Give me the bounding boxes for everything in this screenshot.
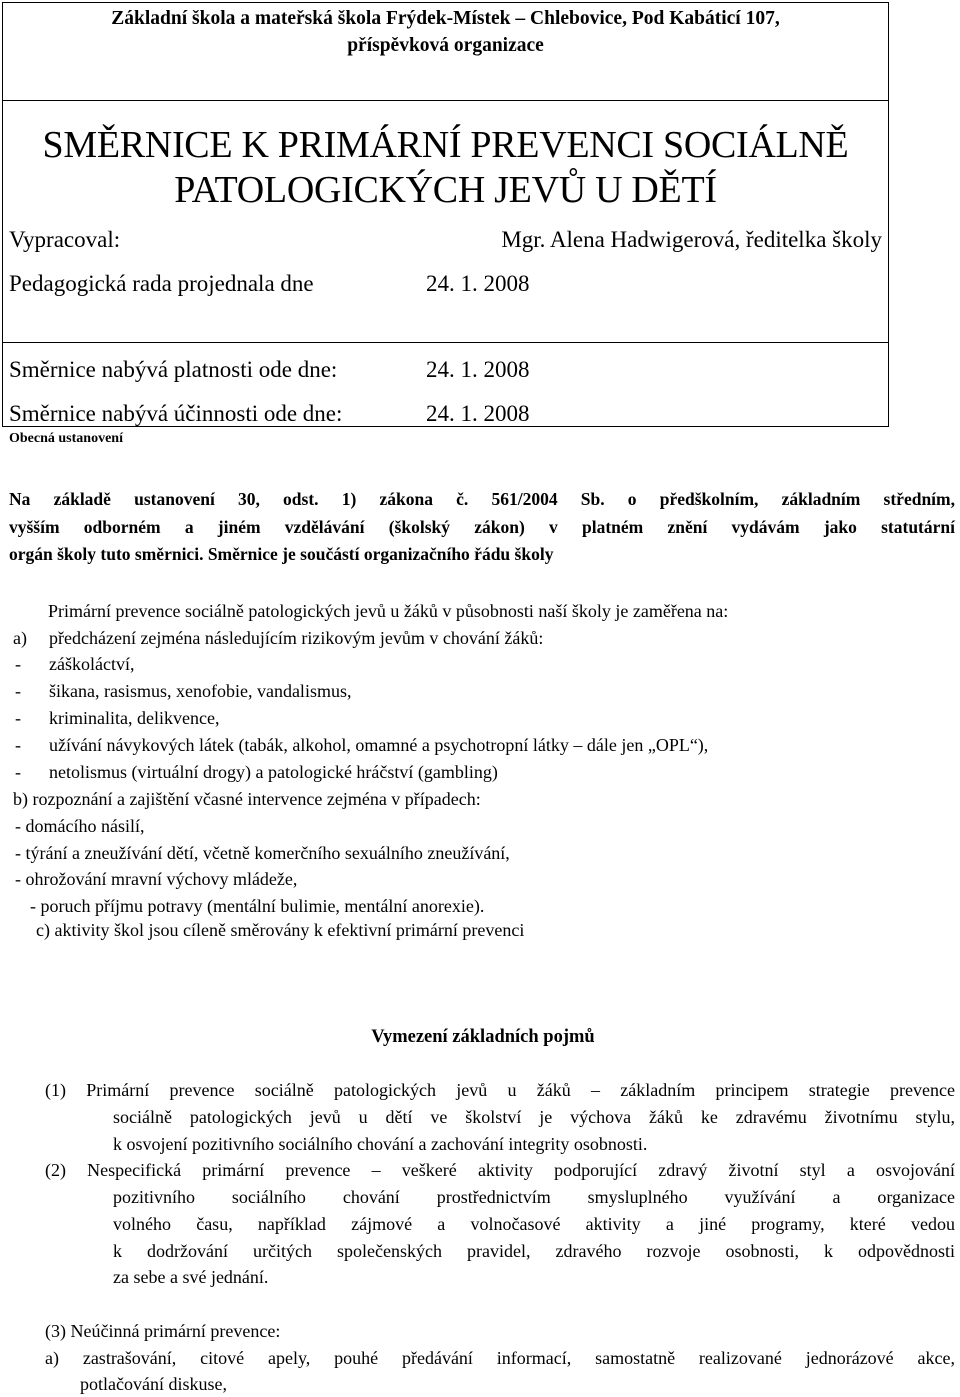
list-item: - ohrožování mravní výchovy mládeže, <box>15 869 298 889</box>
list-item: kriminalita, delikvence, <box>49 708 220 728</box>
definition-2-line1: (2) Nespecifická primární prevence – veškeré aktivity podporující zdravý životní styl a osvojování <box>45 1160 955 1180</box>
intro-line3-part2: Směrnice je součástí organizačního řádu školy <box>207 544 554 564</box>
definition-1-line3: k osvojení pozitivního sociálního chování a zachování integrity osobnosti. <box>113 1134 648 1154</box>
divider <box>2 342 889 343</box>
list-item: - poruch příjmu potravy (mentální bulimie, mentální anorexie). <box>30 896 485 916</box>
item-c-text: c) aktivity škol jsou cíleně směrovány k efektivní primární prevenci <box>36 920 525 940</box>
document-title-line2: PATOLOGICKÝCH JEVŮ U DĚTÍ <box>174 169 717 211</box>
prevention-lead: Primární prevence sociálně patologických jevů u žáků v působnosti naší školy je zaměřena na: <box>48 601 729 621</box>
intro-line3-part1: orgán školy tuto směrnici. <box>9 544 208 564</box>
item-a-label: a) <box>13 628 27 648</box>
list-item: záškoláctví, <box>49 654 135 674</box>
definition-3-item-a: a) zastrašování, citové apely, pouhé předávání informací, samostatně realizované jednorázové akce, <box>45 1348 955 1368</box>
definition-2-line3: volného času, například zájmové a volnočasové aktivity a jiné programy, které vedou <box>113 1214 955 1234</box>
effect-label: Směrnice nabývá účinnosti ode dne: <box>9 401 343 426</box>
intro-line3 <box>9 544 553 565</box>
definition-1-line2: sociálně patologických jevů u dětí ve školství je výchova žáků ke zdravému životnímu stylu, <box>113 1107 955 1127</box>
list-item: šikana, rasismus, xenofobie, vandalismus, <box>49 681 352 701</box>
divider <box>2 100 889 101</box>
item-a-text: předcházení zejména následujícím rizikovým jevům v chování žáků: <box>49 628 544 648</box>
definition-3-item-a-cont: potlačování diskuse, <box>80 1374 227 1394</box>
list-item: - týrání a zneužívání dětí, včetně komerčního sexuálního zneužívání, <box>15 843 510 863</box>
school-name-line2: příspěvková organizace <box>347 35 544 56</box>
dash-bullet: - <box>15 654 21 674</box>
council-label: Pedagogická rada projednala dne <box>9 271 314 296</box>
council-date: 24. 1. 2008 <box>426 271 530 296</box>
definition-2-line2: pozitivního sociálního chování prostřednictvím smysluplného využívání a organizace <box>113 1187 955 1207</box>
validity-label: Směrnice nabývá platnosti ode dne: <box>9 357 338 382</box>
definition-3-title: (3) Neúčinná primární prevence: <box>45 1321 281 1341</box>
intro-line2: vyšším odborném a jiném vzdělávání (školský zákon) v platném znění vydávám jako statutární <box>9 517 955 537</box>
definition-2-line4: k dodržování určitých společenských pravidel, zdravého rozvoje osobnosti, k odpovědnosti <box>113 1241 955 1261</box>
general-provisions-label: Obecná ustanovení <box>9 431 123 446</box>
school-name-line1: Základní škola a mateřská škola Frýdek-Místek – Chlebovice, Pod Kabáticí 107, <box>111 8 780 29</box>
list-item: užívání návykových látek (tabák, alkohol, omamné a psychotropní látky – dále jen „OPL“), <box>49 735 709 755</box>
dash-bullet: - <box>15 681 21 701</box>
prepared-value: Mgr. Alena Hadwigerová, ředitelka školy <box>501 227 882 252</box>
dash-bullet: - <box>15 735 21 755</box>
dash-bullet: - <box>15 762 21 782</box>
document-title-line1: SMĚRNICE K PRIMÁRNÍ PREVENCI SOCIÁLNĚ <box>42 124 849 166</box>
list-item: - domácího násilí, <box>15 816 145 836</box>
definition-1-line1: (1) Primární prevence sociálně patologických jevů u žáků – základním principem strategie prevence <box>45 1080 955 1100</box>
intro-line1: Na základě ustanovení 30, odst. 1) zákona č. 561/2004 Sb. o předškolním, základním středním, <box>9 489 955 509</box>
prepared-label: Vypracoval: <box>9 227 121 252</box>
list-item: netolismus (virtuální drogy) a patologické hráčství (gambling) <box>49 762 498 782</box>
effect-date: 24. 1. 2008 <box>426 401 530 426</box>
definition-2-line5: za sebe a své jednání. <box>113 1267 269 1287</box>
dash-bullet: - <box>15 708 21 728</box>
section-heading: Vymezení základních pojmů <box>371 1027 595 1047</box>
validity-date: 24. 1. 2008 <box>426 357 530 382</box>
item-b-text: b) rozpoznání a zajištění včasné intervence zejména v případech: <box>13 789 481 809</box>
